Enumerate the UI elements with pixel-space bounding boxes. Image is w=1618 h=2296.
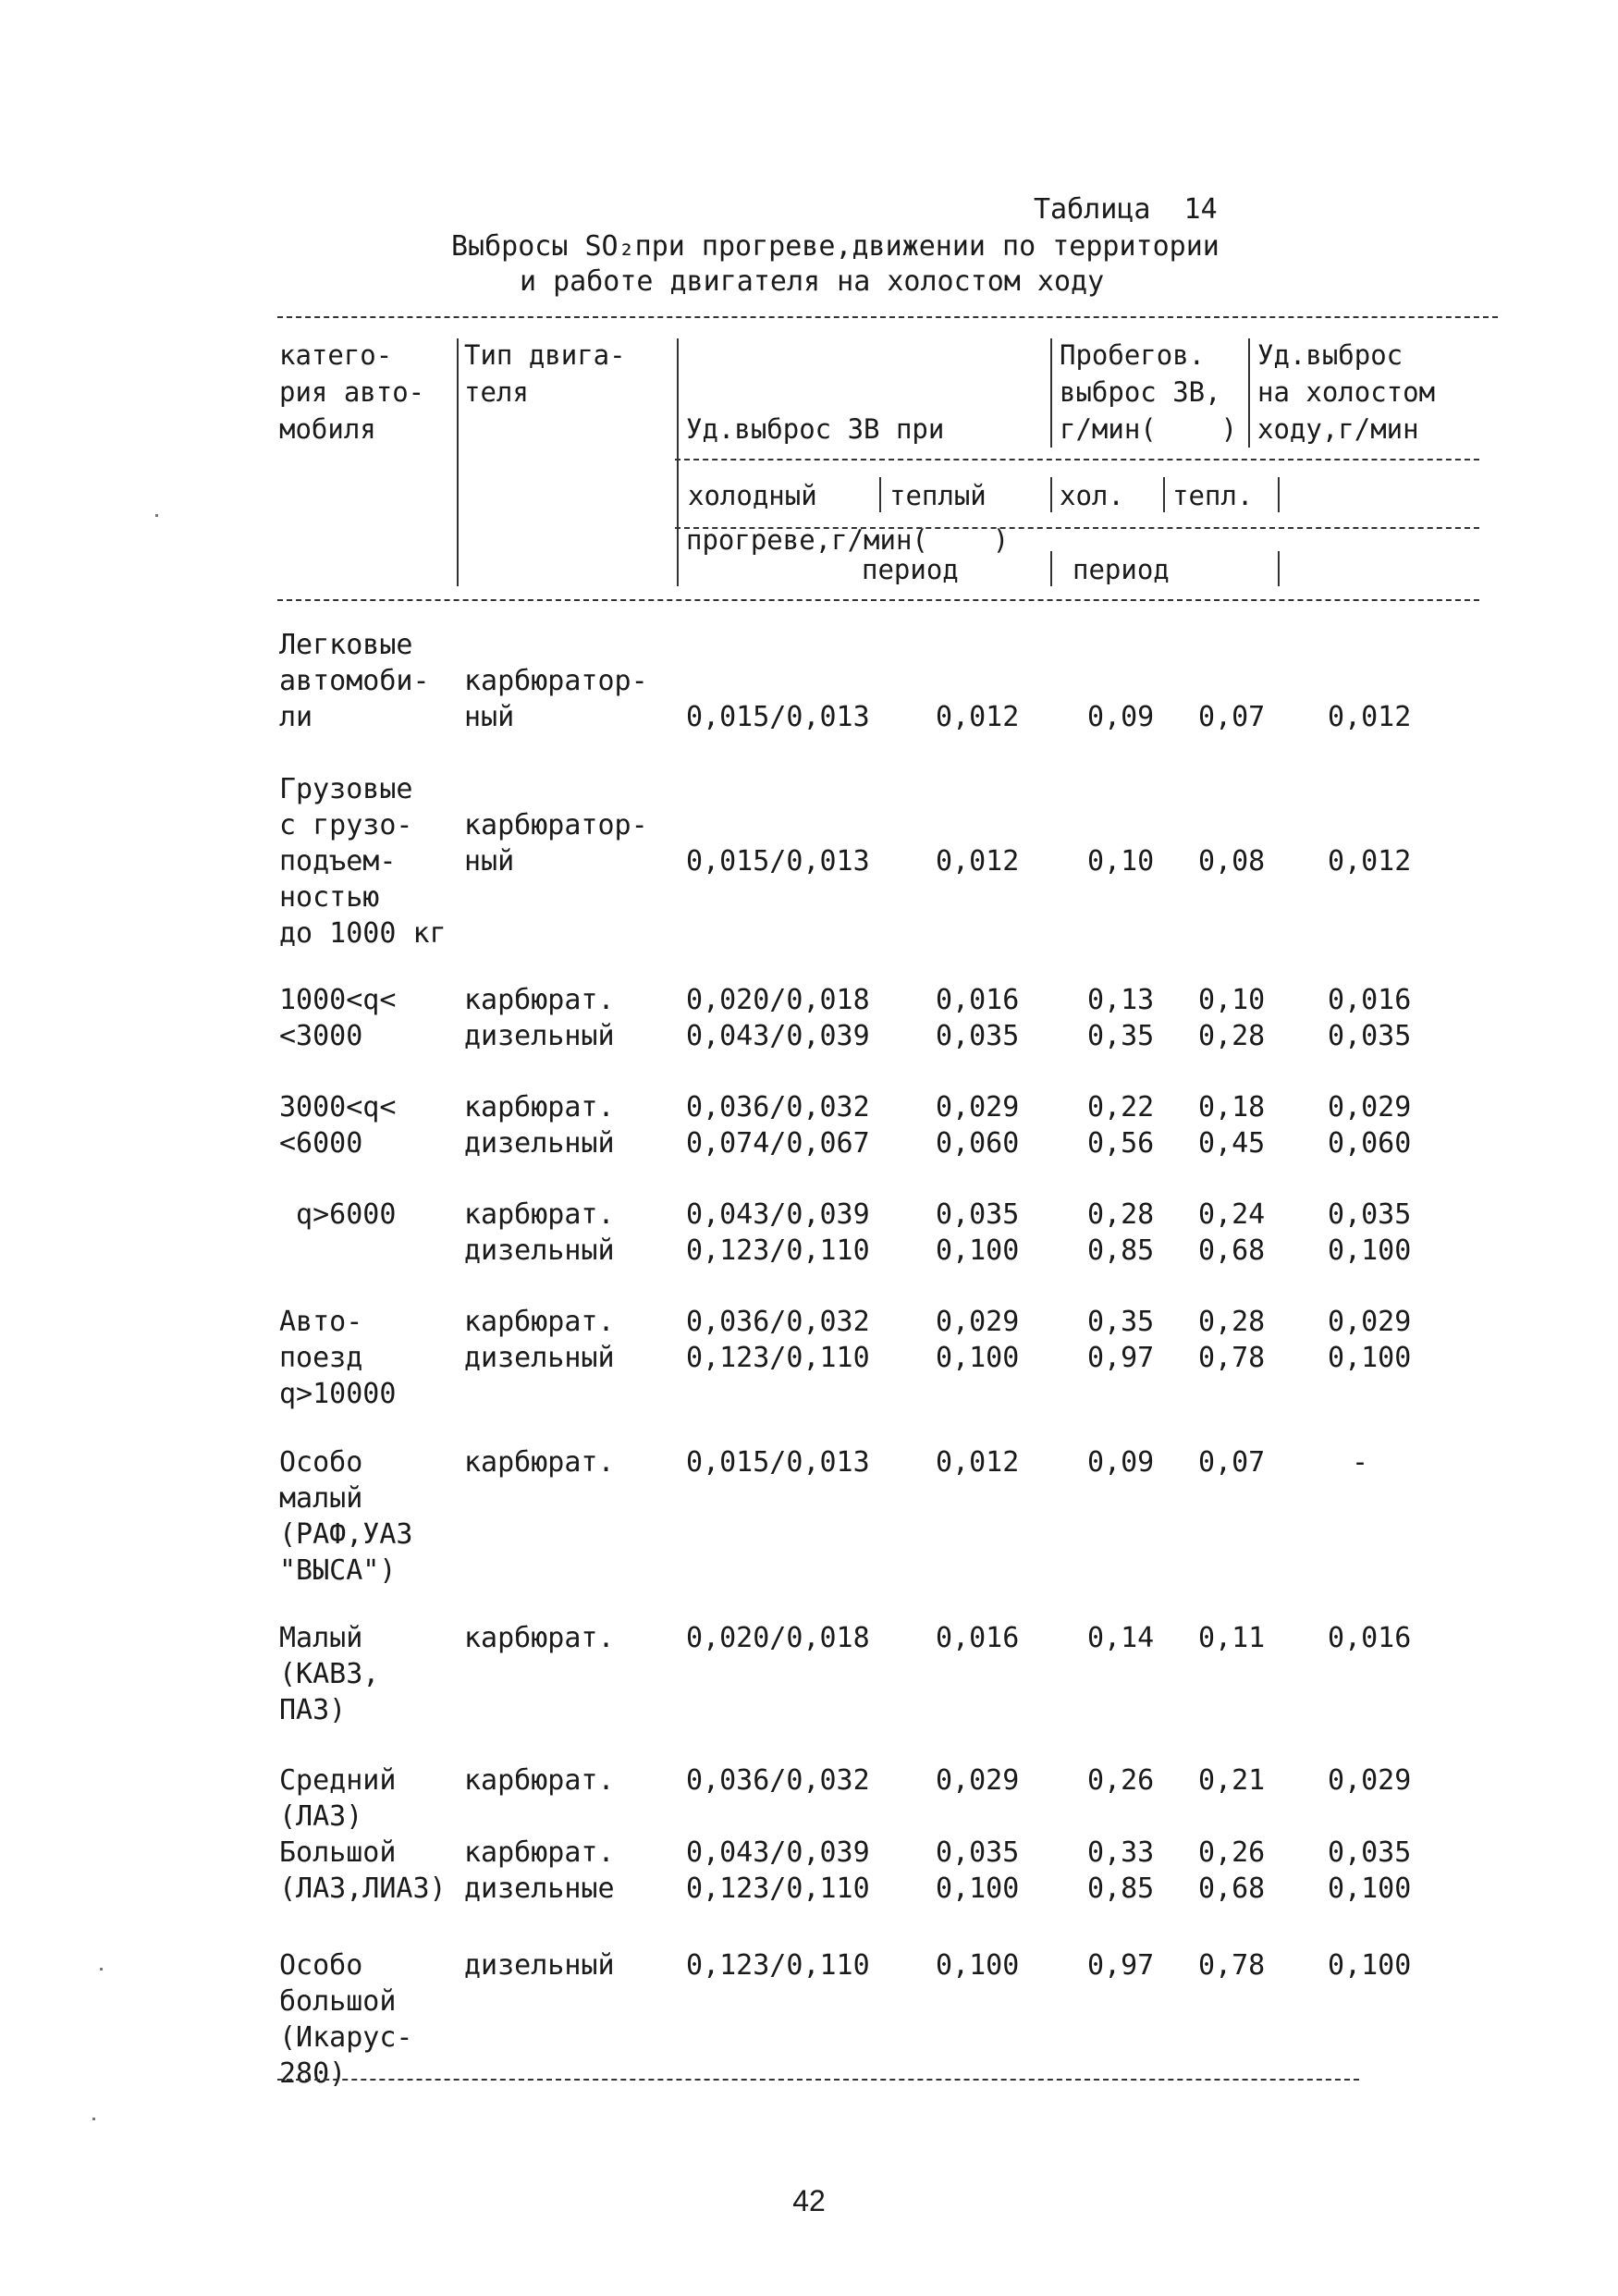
header-sub-warm: теплый [889,480,987,511]
row-category-line: (РАФ,УАЗ [279,1518,413,1551]
row-category-line: q>6000 [279,1198,397,1231]
row-engine-type: карбюрат. [464,1622,615,1654]
row-category-line: Грузовые [279,773,413,805]
row-engine-type: дизельный [464,1342,615,1374]
cell-idle-emission: 0,100 [1328,1234,1412,1267]
cell-warmup-warm: 0,060 [936,1127,1020,1160]
cell-warmup-cold: 0,020/0,018 [686,1622,870,1654]
row-category-line: Средний [279,1764,397,1797]
cell-mileage-cold: 0,09 [1087,1446,1155,1479]
cell-warmup-warm: 0,100 [936,1949,1020,1982]
cell-mileage-warm: 0,78 [1198,1342,1266,1374]
table-title-line1: Выбросы SO₂при прогреве,движении по территории [451,230,1220,263]
cell-warmup-warm: 0,012 [936,701,1020,733]
cell-mileage-warm: 0,28 [1198,1020,1266,1052]
cell-warmup-cold: 0,123/0,110 [686,1342,870,1374]
header-col-engine: Тип двига- теля [464,339,626,408]
header-col-idle: Уд.выброс на холостом ходу,г/мин [1257,339,1436,445]
cell-mileage-cold: 0,28 [1087,1198,1155,1231]
cell-warmup-cold: 0,123/0,110 [686,1234,870,1267]
cell-idle-emission: 0,029 [1328,1306,1412,1338]
cell-mileage-warm: 0,18 [1198,1091,1266,1123]
row-engine-type: ный [464,845,515,878]
row-engine-type: карбюратор- [464,809,648,841]
cell-warmup-cold: 0,015/0,013 [686,701,870,733]
row-category-line: 1000<q< [279,984,397,1016]
cell-mileage-cold: 0,22 [1087,1091,1155,1123]
cell-warmup-warm: 0,100 [936,1234,1020,1267]
row-category-line: 280) [279,2057,347,2090]
header-vbar-4 [1248,338,1250,448]
cell-idle-emission: 0,029 [1328,1091,1412,1123]
cell-warmup-cold: 0,043/0,039 [686,1020,870,1052]
header-col-warmup: Уд.выброс ЗВ при прогреве,г/мин( ) [686,413,1010,556]
cell-warmup-warm: 0,100 [936,1872,1020,1905]
row-engine-type: карбюрат. [464,1306,615,1338]
header-period-1: период [862,554,959,585]
cell-mileage-cold: 0,10 [1087,845,1155,878]
header-vbar-2 [677,338,679,586]
row-category-line: Особо [279,1446,363,1479]
cell-idle-emission: 0,035 [1328,1198,1412,1231]
cell-idle-emission: 0,016 [1328,984,1412,1016]
cell-mileage-cold: 0,56 [1087,1127,1155,1160]
row-category-line: ностью [279,881,380,914]
cell-mileage-warm: 0,28 [1198,1306,1266,1338]
cell-mileage-cold: 0,85 [1087,1872,1155,1905]
cell-mileage-warm: 0,26 [1198,1836,1266,1869]
cell-mileage-warm: 0,68 [1198,1234,1266,1267]
cell-mileage-cold: 0,85 [1087,1234,1155,1267]
row-category-line: поезд [279,1342,363,1374]
cell-mileage-warm: 0,24 [1198,1198,1266,1231]
row-engine-type: карбюрат. [464,1091,615,1123]
cell-mileage-cold: 0,09 [1087,701,1155,733]
row-engine-type: карбюрат. [464,1764,615,1797]
header-col-category: катего- рия авто- мобиля [279,339,425,445]
header-vbar-3 [1050,338,1052,448]
row-category-line: ли [279,701,313,733]
cell-warmup-cold: 0,123/0,110 [686,1872,870,1905]
row-category-line: автомоби- [279,665,430,697]
header-vbar-9 [1050,551,1052,586]
cell-warmup-warm: 0,035 [936,1198,1020,1231]
page-number: 42 [792,2184,826,2217]
row-engine-type: карбюрат. [464,1836,615,1869]
header-vbar-8 [1278,477,1280,512]
cell-warmup-cold: 0,020/0,018 [686,984,870,1016]
row-engine-type: дизельный [464,1020,615,1052]
table-number: Таблица 14 [1034,193,1218,226]
row-category-line: Большой [279,1836,397,1869]
cell-idle-emission: 0,029 [1328,1764,1412,1797]
cell-mileage-warm: 0,68 [1198,1872,1266,1905]
cell-idle-emission: - [1352,1446,1369,1479]
cell-warmup-cold: 0,015/0,013 [686,845,870,878]
cell-warmup-warm: 0,029 [936,1764,1020,1797]
row-engine-type: ный [464,701,515,733]
cell-warmup-warm: 0,029 [936,1306,1020,1338]
row-category-line: <6000 [279,1127,363,1160]
header-vbar-10 [1278,551,1280,586]
cell-mileage-cold: 0,13 [1087,984,1155,1016]
header-sub-cold2: хол. [1060,480,1124,511]
row-category-line: q>10000 [279,1378,397,1410]
header-sub-warm2: тепл. [1172,480,1254,511]
scan-speck [100,1968,103,1971]
cell-warmup-cold: 0,074/0,067 [686,1127,870,1160]
scan-speck [155,514,158,517]
row-category-line: 3000<q< [279,1091,397,1123]
cell-warmup-warm: 0,012 [936,1446,1020,1479]
row-engine-type: карбюрат. [464,984,615,1016]
row-category-line: большой [279,1985,397,2018]
row-category-line: (ЛАЗ,ЛИАЗ) [279,1872,447,1905]
row-category-line: Особо [279,1949,363,1982]
cell-mileage-cold: 0,97 [1087,1949,1155,1982]
cell-warmup-cold: 0,036/0,032 [686,1091,870,1123]
cell-mileage-warm: 0,78 [1198,1949,1266,1982]
cell-mileage-warm: 0,07 [1198,701,1266,733]
cell-mileage-warm: 0,21 [1198,1764,1266,1797]
row-engine-type: дизельный [464,1949,615,1982]
row-category-line: Малый [279,1622,363,1654]
cell-idle-emission: 0,035 [1328,1836,1412,1869]
row-category-line: "ВЫСА") [279,1554,397,1587]
header-vbar-6 [1050,477,1052,512]
cell-warmup-warm: 0,012 [936,845,1020,878]
cell-warmup-warm: 0,029 [936,1091,1020,1123]
row-engine-type: дизельный [464,1127,615,1160]
header-vbar-1 [457,338,459,586]
cell-idle-emission: 0,016 [1328,1622,1412,1654]
row-engine-type: дизельные [464,1872,615,1905]
cell-warmup-warm: 0,100 [936,1342,1020,1374]
cell-warmup-cold: 0,036/0,032 [686,1306,870,1338]
cell-warmup-warm: 0,016 [936,1622,1020,1654]
cell-mileage-cold: 0,35 [1087,1020,1155,1052]
cell-idle-emission: 0,012 [1328,845,1412,878]
cell-mileage-warm: 0,10 [1198,984,1266,1016]
row-category-line: <3000 [279,1020,363,1052]
cell-warmup-warm: 0,035 [936,1020,1020,1052]
cell-idle-emission: 0,035 [1328,1020,1412,1052]
header-col-mileage: Пробегов. выброс ЗВ, г/мин( ) [1060,339,1238,445]
row-category-line: (КАВЗ, [279,1658,380,1690]
cell-mileage-warm: 0,07 [1198,1446,1266,1479]
row-category-line: подъем- [279,845,397,878]
row-engine-type: карбюратор- [464,665,648,697]
cell-idle-emission: 0,060 [1328,1127,1412,1160]
cell-mileage-warm: 0,11 [1198,1622,1266,1654]
cell-warmup-cold: 0,123/0,110 [686,1949,870,1982]
table-title-line2: и работе двигателя на холостом ходу [520,265,1105,298]
cell-warmup-warm: 0,035 [936,1836,1020,1869]
cell-warmup-cold: 0,043/0,039 [686,1198,870,1231]
cell-mileage-cold: 0,26 [1087,1764,1155,1797]
cell-mileage-cold: 0,33 [1087,1836,1155,1869]
header-sub-cold: холодный [688,480,817,511]
cell-idle-emission: 0,100 [1328,1949,1412,1982]
table-bottom-rule [277,2079,1359,2081]
cell-idle-emission: 0,012 [1328,701,1412,733]
row-engine-type: карбюрат. [464,1446,615,1479]
row-category-line: до 1000 кг [279,917,447,950]
cell-mileage-warm: 0,45 [1198,1127,1266,1160]
row-engine-type: карбюрат. [464,1198,615,1231]
row-category-line: (ЛАЗ) [279,1800,363,1833]
cell-mileage-cold: 0,97 [1087,1342,1155,1374]
row-category-line: Авто- [279,1306,363,1338]
row-category-line: (Икарус- [279,2021,413,2054]
table-top-rule [277,316,1498,318]
cell-mileage-cold: 0,35 [1087,1306,1155,1338]
row-category-line: ПАЗ) [279,1694,347,1726]
cell-warmup-warm: 0,016 [936,984,1020,1016]
cell-warmup-cold: 0,036/0,032 [686,1764,870,1797]
cell-warmup-cold: 0,015/0,013 [686,1446,870,1479]
scan-speck [92,2118,95,2120]
header-vbar-7 [1163,477,1165,512]
cell-mileage-cold: 0,14 [1087,1622,1155,1654]
cell-idle-emission: 0,100 [1328,1342,1412,1374]
row-engine-type: дизельный [464,1234,615,1267]
cell-warmup-cold: 0,043/0,039 [686,1836,870,1869]
cell-mileage-warm: 0,08 [1198,845,1266,878]
row-category-line: Легковые [279,629,413,661]
header-period-2: период [1073,554,1170,585]
cell-idle-emission: 0,100 [1328,1872,1412,1905]
row-category-line: малый [279,1482,363,1515]
row-category-line: с грузо- [279,809,413,841]
